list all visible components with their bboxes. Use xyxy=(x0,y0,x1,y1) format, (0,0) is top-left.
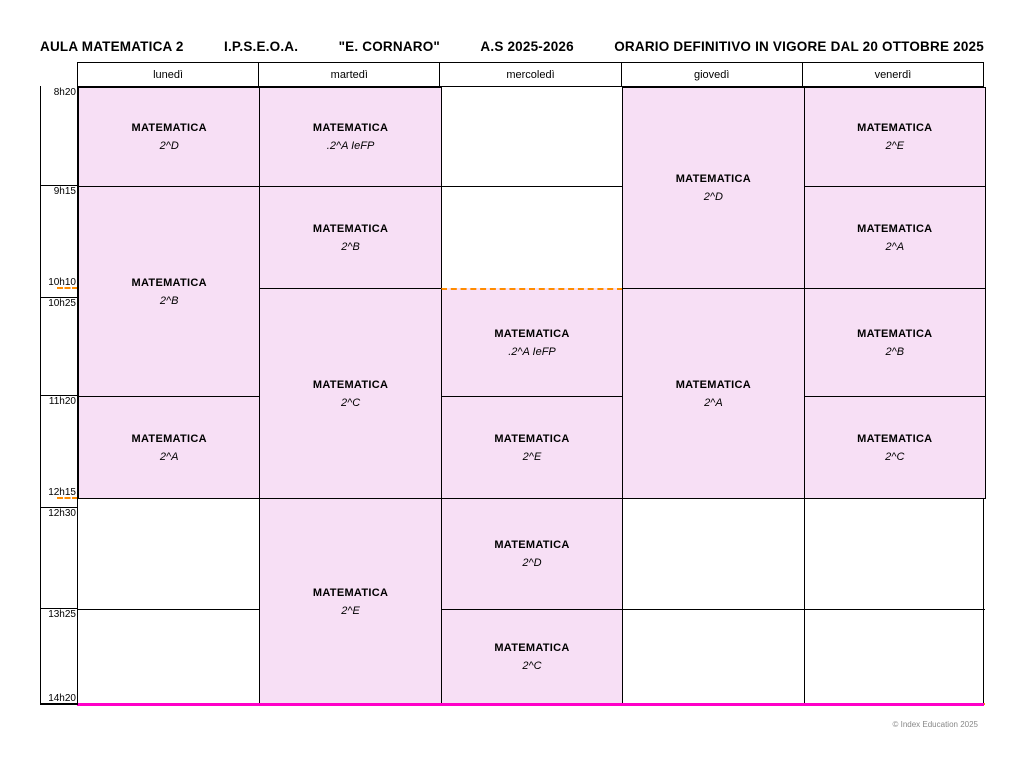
hour-grid-line xyxy=(441,186,622,187)
time-tick xyxy=(41,395,78,396)
lesson-class-group: 2^B xyxy=(341,240,360,253)
lesson-block[interactable] xyxy=(78,396,260,499)
time-label: 14h20 xyxy=(48,693,76,704)
time-tick xyxy=(41,507,78,508)
lesson-subject: MATEMATICA xyxy=(131,432,207,445)
lesson-subject: MATEMATICA xyxy=(857,122,933,134)
time-label: 13h25 xyxy=(48,609,76,620)
time-label: 12h15 xyxy=(48,487,76,498)
lesson-block[interactable] xyxy=(259,288,441,499)
lesson-subject: MATEMATICA xyxy=(675,378,752,391)
lesson-class-group: 2^B xyxy=(885,345,905,358)
title-room: AULA MATEMATICA 2 xyxy=(40,38,184,54)
time-label: 10h25 xyxy=(48,298,76,309)
lesson-subject: MATEMATICA xyxy=(312,378,389,391)
break-tick xyxy=(57,497,78,499)
day-header-giovedi: giovedì xyxy=(621,63,802,86)
lesson-class-group: 2^E xyxy=(522,450,542,463)
lesson-class-group: 2^D xyxy=(159,140,179,152)
lesson-block[interactable] xyxy=(78,186,260,397)
lesson-class-group: 2^A xyxy=(704,396,723,409)
lesson-block[interactable] xyxy=(78,87,260,187)
lesson-subject: MATEMATICA xyxy=(857,432,933,445)
lesson-block[interactable] xyxy=(441,498,623,610)
title-school-year: A.S 2025-2026 xyxy=(480,38,574,54)
copyright-note: © Index Education 2025 xyxy=(892,720,978,729)
day-header-venerdi: venerdì xyxy=(802,63,983,86)
time-label: 8h20 xyxy=(53,87,76,98)
lesson-block[interactable] xyxy=(804,186,986,289)
day-header-martedi: martedì xyxy=(258,63,439,86)
lesson-block[interactable] xyxy=(441,609,623,705)
lesson-subject: MATEMATICA xyxy=(494,328,570,340)
lesson-subject: MATEMATICA xyxy=(494,432,570,445)
lesson-subject: MATEMATICA xyxy=(312,122,389,134)
title-schedule-note: ORARIO DEFINITIVO IN VIGORE DAL 20 OTTOBRE 2025 xyxy=(614,38,984,54)
lesson-subject: MATEMATICA xyxy=(857,222,933,235)
lesson-class-group: .2^A IeFP xyxy=(508,346,556,358)
page-title xyxy=(40,36,984,56)
lesson-block[interactable] xyxy=(804,396,986,499)
lesson-class-group: 2^C xyxy=(885,450,905,463)
time-tick xyxy=(41,297,78,298)
time-tick xyxy=(41,185,78,186)
lesson-block[interactable] xyxy=(259,87,441,187)
lesson-class-group: 2^C xyxy=(340,396,361,409)
lesson-class-group: 2^E xyxy=(341,604,360,617)
time-axis-end-tick xyxy=(40,703,78,705)
time-label: 11h20 xyxy=(48,396,76,407)
lesson-block[interactable] xyxy=(804,87,986,187)
lesson-class-group: 2^A xyxy=(159,450,179,463)
break-tick xyxy=(57,287,78,289)
lesson-block[interactable] xyxy=(259,498,441,705)
time-axis xyxy=(40,86,78,704)
day-header-row xyxy=(77,62,984,87)
time-label: 9h15 xyxy=(53,186,76,197)
hour-grid-line xyxy=(804,609,985,610)
lesson-block[interactable] xyxy=(441,288,623,397)
lesson-class-group: 2^D xyxy=(703,191,723,203)
lesson-block[interactable] xyxy=(804,288,986,397)
lesson-subject: MATEMATICA xyxy=(131,122,207,134)
day-header-lunedi: lunedì xyxy=(78,63,258,86)
hour-grid-line xyxy=(622,609,803,610)
lesson-block[interactable] xyxy=(622,87,804,289)
lesson-subject: MATEMATICA xyxy=(494,642,570,654)
title-school-name: "E. CORNARO" xyxy=(338,38,441,54)
day-end-rule xyxy=(77,703,984,706)
lesson-class-group: 2^E xyxy=(885,140,905,152)
lesson-class-group: .2^A IeFP xyxy=(326,140,375,152)
lesson-class-group: 2^D xyxy=(522,557,542,569)
lesson-class-group: 2^C xyxy=(522,660,542,672)
time-label: 10h10 xyxy=(48,277,76,288)
lesson-block[interactable] xyxy=(259,186,441,289)
lesson-subject: MATEMATICA xyxy=(675,173,752,185)
lesson-block[interactable] xyxy=(441,396,623,499)
lesson-subject: MATEMATICA xyxy=(131,276,207,289)
grid-body xyxy=(77,86,984,704)
lesson-class-group: 2^B xyxy=(159,294,179,307)
lesson-block[interactable] xyxy=(622,288,804,499)
title-school-acronym: I.P.S.E.O.A. xyxy=(224,38,299,54)
lesson-subject: MATEMATICA xyxy=(312,222,389,235)
lesson-class-group: 2^A xyxy=(885,240,905,253)
lesson-subject: MATEMATICA xyxy=(857,327,933,340)
time-tick xyxy=(41,608,78,609)
hour-grid-line xyxy=(78,609,259,610)
timetable-grid xyxy=(40,62,986,712)
day-header-mercoledi: mercoledì xyxy=(439,63,620,86)
lesson-subject: MATEMATICA xyxy=(494,539,570,551)
lesson-subject: MATEMATICA xyxy=(312,586,389,599)
time-label: 12h30 xyxy=(48,508,76,519)
